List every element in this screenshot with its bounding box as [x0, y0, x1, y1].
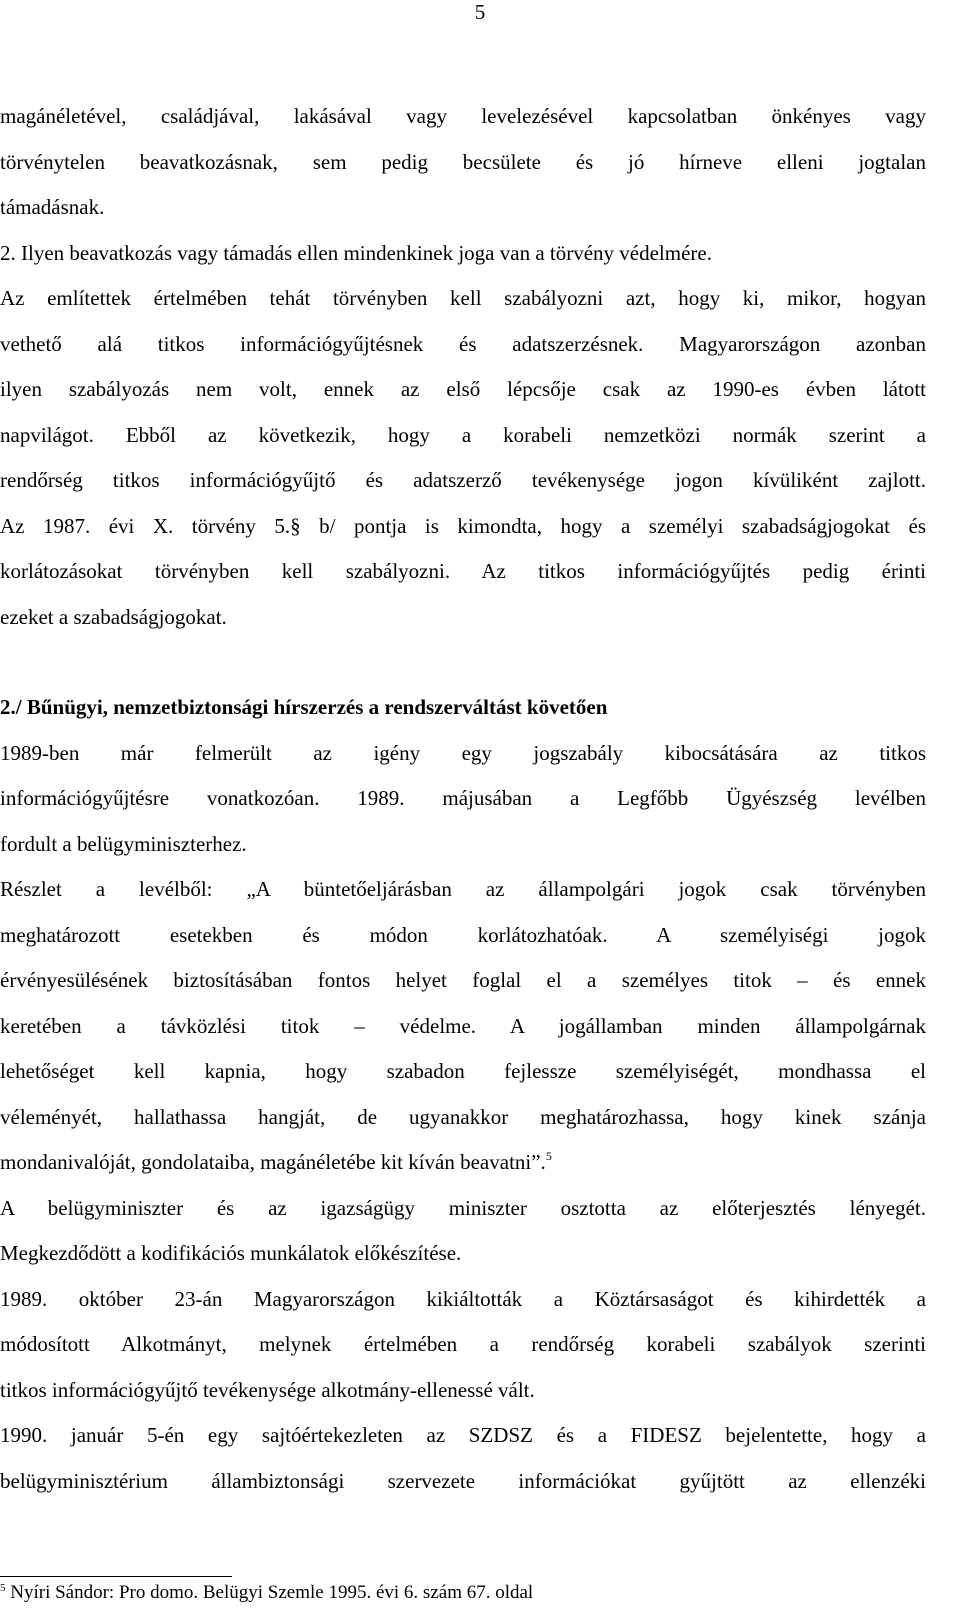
text-line: napvilágot. Ebből az következik, hogy a korabeli nemzetközi normák szerint a: [0, 422, 926, 447]
text-line: 1989. október 23-án Magyarországon kikiáltották a Köztársaságot és kihirdették a: [0, 1286, 926, 1311]
text-line: érvényesülésének biztosításában fontos helyet foglal el a személyes titok – és ennek: [0, 968, 926, 992]
text-line: törvénytelen beavatkozásnak, sem pedig becsülete és jó hírneve elleni jogtalan: [0, 149, 926, 174]
text-line: belügyminisztérium állambiztonsági szervezete információkat gyűjtött az ellenzéki: [0, 1468, 926, 1493]
page-number: 5: [474, 0, 486, 24]
text-line: rendőrség titkos információgyűjtő és adatszerző tevékenysége jogon kívüliként zajlott.: [0, 468, 926, 492]
paragraph: [0, 731, 926, 868]
paragraph: [0, 1413, 926, 1504]
footnote: [0, 1581, 533, 1605]
text-line: meghatározott esetekben és módon korlátozhatóak. A személyiségi jogok: [0, 922, 926, 947]
footnote-text: Nyíri Sándor: Pro domo. Belügyi Szemle 1995. évi 6. szám 67. oldal: [10, 1582, 534, 1603]
text-line: A belügyminiszter és az igazságügy miniszter osztotta az előterjesztés lényegét.: [0, 1195, 926, 1220]
text-line: fordult a belügyminiszterhez.: [0, 831, 247, 856]
text-line: korlátozásokat törvényben kell szabályozni. Az titkos információgyűjtés pedig érinti: [0, 559, 926, 583]
text-line: támadásnak.: [0, 195, 105, 219]
text-line: magánéletével, családjával, lakásával vagy levelezésével kapcsolatban önkényes vagy: [0, 104, 926, 128]
text-line: lehetőséget kell kapnia, hogy szabadon fejlessze személyiségét, mondhassa el: [0, 1059, 926, 1083]
text-line: vethető alá titkos információgyűjtésnek és adatszerzésnek. Magyarországon azonban: [0, 331, 926, 356]
footnote-reference[interactable]: 5: [545, 1149, 552, 1163]
text-line: 2. Ilyen beavatkozás vagy támadás ellen mindenkinek joga van a törvény védelmére.: [0, 240, 712, 265]
text-line: ilyen szabályozás nem volt, ennek az első lépcsője csak az 1990-es évben látott: [0, 377, 926, 401]
spacer: [0, 640, 926, 685]
text-line: 1989-ben már felmerült az igény egy jogszabály kibocsátására az titkos: [0, 740, 926, 765]
text-line: [0, 1140, 926, 1186]
paragraph: [0, 1186, 926, 1277]
paragraph: [0, 1277, 926, 1414]
paragraph: [0, 94, 926, 231]
section-heading: [0, 685, 926, 731]
text-line: Az említettek értelmében tehát törvényben kell szabályozni azt, hogy ki, mikor, hogyan: [0, 286, 926, 310]
text-line: Az 1987. évi X. törvény 5.§ b/ pontja is kimondta, hogy a személyi szabadságjogokat és: [0, 513, 926, 538]
heading-text: 2./ Bűnügyi, nemzetbiztonsági hírszerzés a rendszerváltást követően: [0, 695, 608, 719]
text-line: Részlet a levélből: „A büntetőeljárásban az állampolgári jogok csak törvényben: [0, 877, 926, 901]
text-line: keretében a távközlési titok – védelme. A jogállamban minden állampolgárnak: [0, 1013, 926, 1038]
footnote-separator: [0, 1576, 232, 1577]
text-line: információgyűjtésre vonatkozóan. 1989. májusában a Legfőbb Ügyészség levélben: [0, 786, 926, 810]
paragraph: [0, 231, 926, 277]
text-line-content: mondanivalóját, gondolataiba, magánéletébe kit kíván beavatni”.: [0, 1150, 546, 1174]
paragraph: [0, 867, 926, 1186]
text-line: 1990. január 5-én egy sajtóértekezleten az SZDSZ és a FIDESZ bejelentette, hogy a: [0, 1423, 926, 1447]
text-line: ezeket a szabadságjogokat.: [0, 604, 227, 629]
document-body: [0, 94, 926, 1504]
text-line: véleményét, hallathassa hangját, de ugyanakkor meghatározhassa, hogy kinek szánja: [0, 1104, 926, 1129]
text-line: titkos információgyűjtő tevékenysége alkotmány-ellenessé vált.: [0, 1377, 535, 1402]
text-line: módosított Alkotmányt, melynek értelmében a rendőrség korabeli szabályok szerinti: [0, 1332, 926, 1356]
footnote-number: 5: [0, 1582, 6, 1594]
text-line: Megkezdődött a kodifikációs munkálatok előkészítése.: [0, 1241, 462, 1265]
paragraph: [0, 276, 926, 640]
